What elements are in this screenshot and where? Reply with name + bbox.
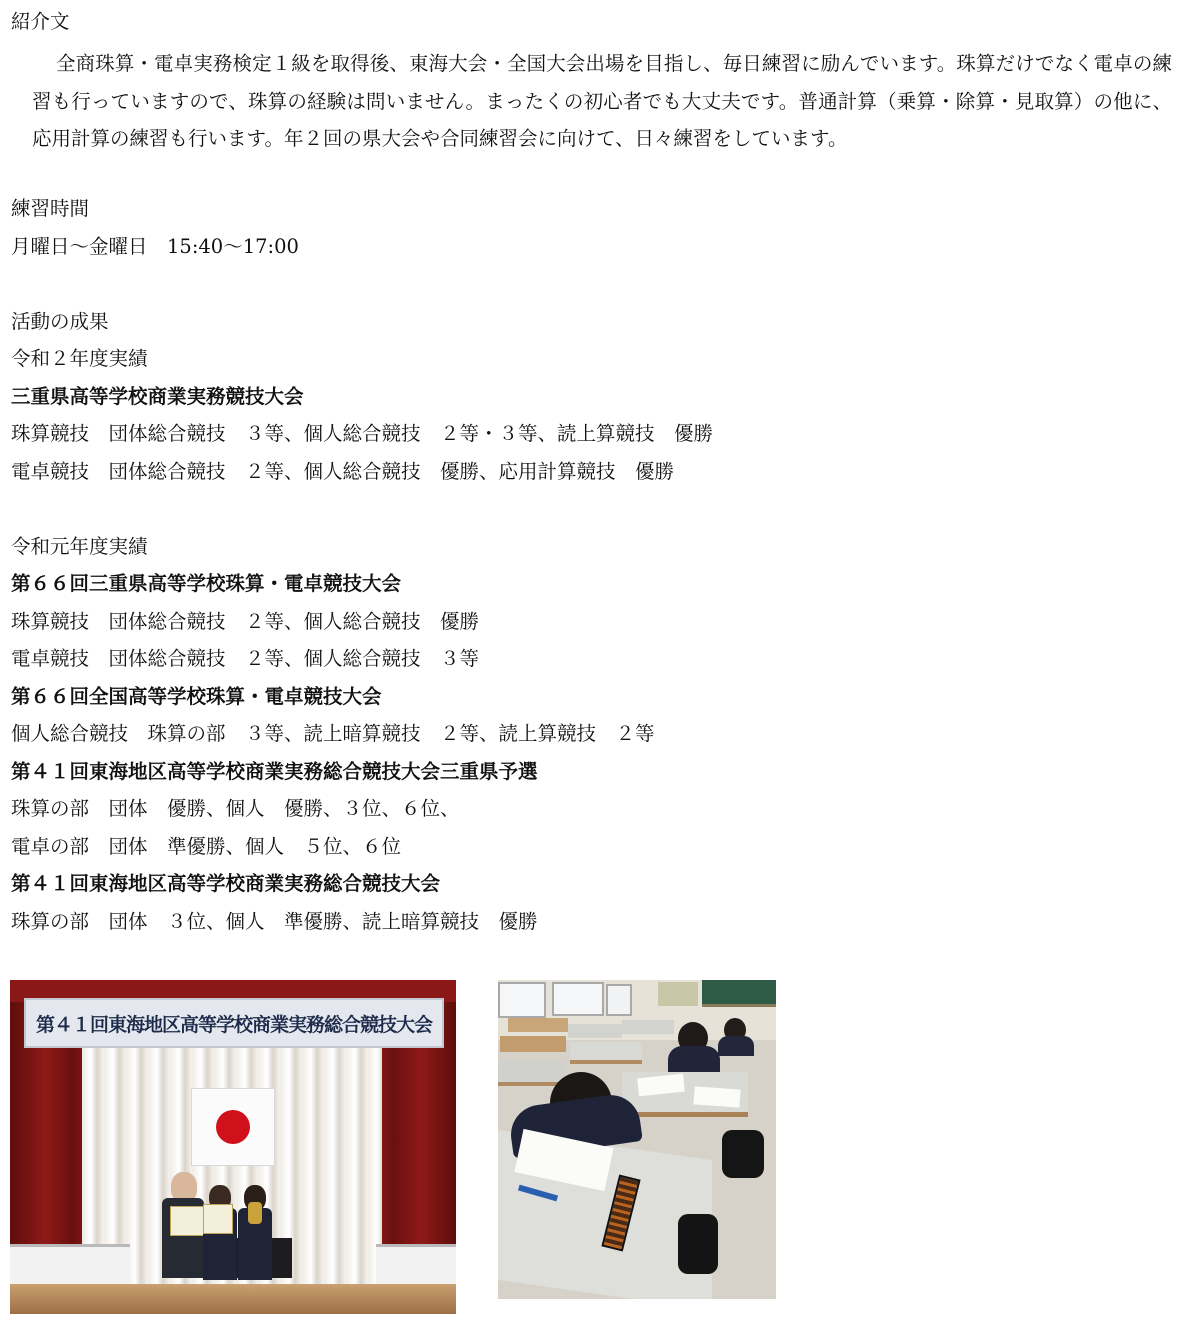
- r2-year: 令和２年度実績: [11, 347, 148, 370]
- desk: [508, 1018, 568, 1032]
- r2-event-title: 三重県高等学校商業実務競技大会: [11, 385, 304, 408]
- r1-result-line: 電卓の部 団体 準優勝、個人 ５位、６位: [11, 835, 402, 858]
- r1-result-line: 珠算の部 団体 ３位、個人 準優勝、読上暗算競技 優勝: [11, 910, 538, 933]
- r1-event-title: 第４１回東海地区高等学校商業実務総合競技大会: [11, 872, 441, 895]
- r2-result-line: 珠算競技 団体総合競技 ３等、個人総合競技 ２等・３等、読上算競技 優勝: [11, 422, 714, 445]
- window: [498, 982, 546, 1018]
- ceremony-photo: [10, 980, 456, 1314]
- student-body: [718, 1036, 754, 1056]
- certificate: [203, 1204, 233, 1234]
- practice-heading: 練習時間: [11, 197, 90, 220]
- desk: [568, 1024, 622, 1038]
- backpack: [678, 1214, 718, 1274]
- intro-heading: 紹介文: [11, 10, 70, 33]
- desk: [498, 1062, 564, 1086]
- stage-table-right: [376, 1244, 456, 1285]
- r1-result-line: 珠算競技 団体総合競技 ２等、個人総合競技 優勝: [11, 610, 480, 633]
- backpack: [722, 1130, 764, 1178]
- r1-year: 令和元年度実績: [11, 535, 148, 558]
- chalkboard: [702, 980, 776, 1007]
- bulletin-board: [658, 982, 698, 1006]
- japan-flag: [191, 1088, 275, 1166]
- intro-paragraph: 全商珠算・電卓実務検定１級を取得後、東海大会・全国大会出場を目指し、毎日練習に励んでいます。珠算だけでなく電卓の練習も行っていますので、珠算の経験は問いません。まったくの初心者でも大丈夫です。普通計算（乗算・除算・見取算）の他に、応用計算の練習も行います。年２回の県大会や合同練習会に向けて、日々練習をしています。: [32, 52, 1172, 150]
- r1-result-line: 電卓競技 団体総合競技 ２等、個人総合競技 ３等: [11, 647, 480, 670]
- desk: [500, 1036, 566, 1052]
- stage-floor: [10, 1284, 456, 1314]
- r2-result-line: 電卓競技 団体総合競技 ２等、個人総合競技 優勝、応用計算競技 優勝: [11, 460, 675, 483]
- r1-event-title: 第６６回三重県高等学校珠算・電卓競技大会: [11, 572, 402, 595]
- window: [552, 982, 604, 1016]
- r1-event-title: 第４１回東海地区高等学校商業実務総合競技大会三重県予選: [11, 760, 538, 783]
- event-banner: [24, 998, 444, 1048]
- event-banner-text: 第４１回東海地区高等学校商業実務総合競技大会: [35, 1013, 432, 1036]
- desk: [570, 1042, 642, 1064]
- results-heading: 活動の成果: [11, 310, 109, 333]
- trophy: [248, 1202, 262, 1224]
- practice-schedule: 月曜日～金曜日 15:40～17:00: [11, 235, 299, 258]
- r1-result-line: 珠算の部 団体 優勝、個人 優勝、３位、６位、: [11, 797, 460, 820]
- window: [606, 984, 632, 1016]
- certificate: [170, 1206, 206, 1236]
- classroom-photo: [498, 980, 776, 1299]
- r1-result-line: 個人総合競技 珠算の部 ３等、読上暗算競技 ２等、読上算競技 ２等: [11, 722, 655, 745]
- r1-event-title: 第６６回全国高等学校珠算・電卓競技大会: [11, 685, 382, 708]
- paper: [693, 1086, 740, 1107]
- desk: [622, 1020, 674, 1034]
- flag-sun: [216, 1110, 250, 1144]
